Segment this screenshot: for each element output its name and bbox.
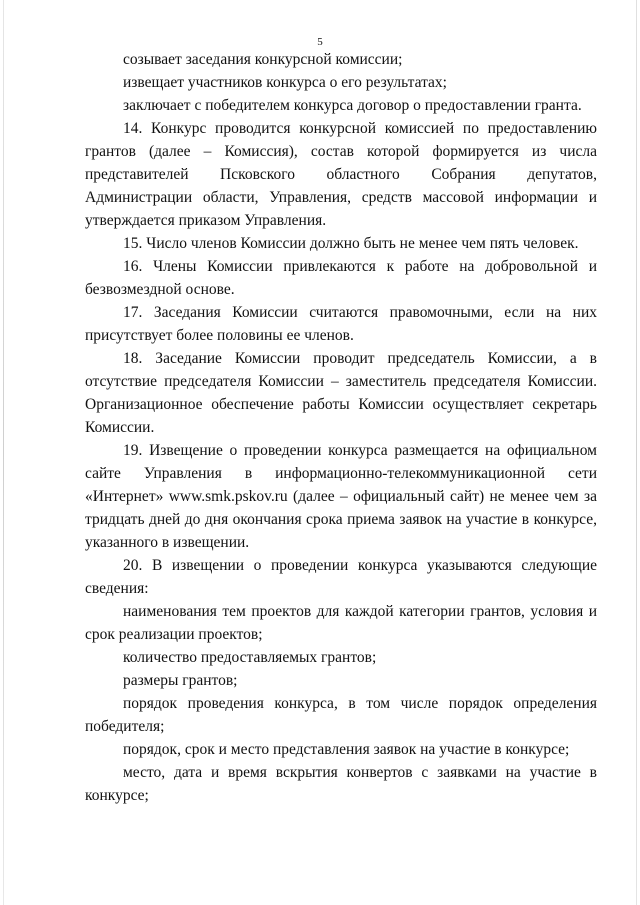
paragraph: извещает участников конкурса о его результатах; (123, 74, 447, 91)
paragraph: созывает заседания конкурсной комиссии; (123, 51, 403, 68)
list-item: место, дата и время вскрытия конвертов с заявками на участие в конкурсе; (85, 764, 597, 804)
paragraph-16: 16. Члены Комиссии привлекаются к работе на добровольной и безвозмездной основе. (85, 258, 597, 298)
scan-edge-left (3, 0, 4, 905)
list-item: количество предоставляемых грантов; (123, 649, 377, 666)
paragraph-19: 19. Извещение о проведении конкурса размещается на официальном сайте Управления в информационно-телекоммуникационной сети «Интернет» www.smk.pskov.ru (далее – официальный сайт) не менее чем за тридцать дней до дня окончания срока приема заявок на участие в конкурсе, указанного в извещении. (85, 442, 597, 551)
list-item: наименования тем проектов для каждой категории грантов, условия и срок реализации проектов; (85, 603, 597, 643)
paragraph-18: 18. Заседание Комиссии проводит председатель Комиссии, а в отсутствие председателя Комиссии – заместитель председателя Комиссии. Организационное обеспечение работы Комиссии осуществляет секретарь Комиссии. (85, 350, 597, 436)
scan-edge-right (636, 0, 637, 905)
paragraph-15: 15. Число членов Комиссии должно быть не менее чем пять человек. (123, 235, 579, 252)
list-item: размеры грантов; (123, 672, 238, 689)
paragraph-20: 20. В извещении о проведении конкурса указываются следующие сведения: (85, 557, 597, 597)
list-item: порядок проведения конкурса, в том числе порядок определения победителя; (85, 695, 597, 735)
paragraph-17: 17. Заседания Комиссии считаются правомочными, если на них присутствует более половины ее членов. (85, 304, 597, 344)
document-body (85, 48, 597, 807)
paragraph-14: 14. Конкурс проводится конкурсной комиссией по предоставлению грантов (далее – Комиссия), состав которой формируется из числа представителей Псковского областного Собрания депутатов, Администрации области, Управления, средств массовой информации и утверждается приказом Управления. (85, 120, 597, 229)
paragraph: заключает с победителем конкурса договор о предоставлении гранта. (123, 97, 582, 114)
list-item: порядок, срок и место представления заявок на участие в конкурсе; (123, 741, 570, 758)
page-number: 5 (317, 36, 323, 48)
